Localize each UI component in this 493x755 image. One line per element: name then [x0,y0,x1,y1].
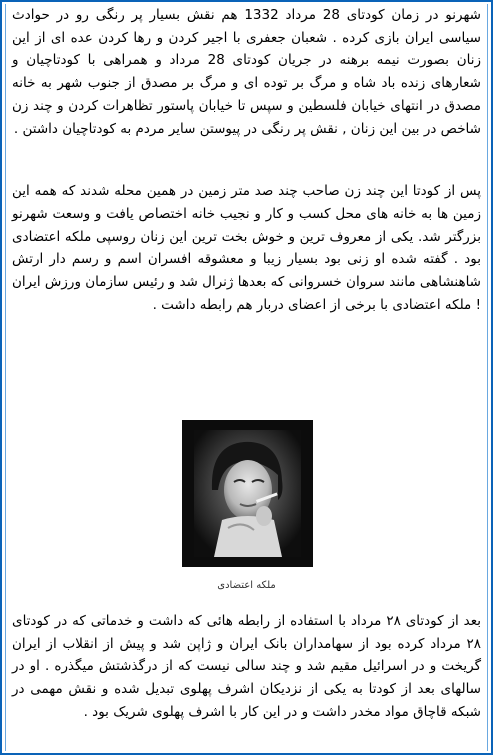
article-body [12,4,481,316]
portrait-image [182,420,313,567]
photo-block [2,420,491,590]
paragraph-3: بعد از کودتای ۲۸ مرداد با استفاده از رابطه هائی که داشت و خدماتی که در کودتای ۲۸ مرداد کرده بود از سهامداران بانک ایران و ژاپن شد و پیش از انقلاب از ایران گریخت و در اسرائیل مقیم شد و چند سالی نیست که از درگذشتش میگذره . او در سالهای بعد از کودتا به یکی از نزدیکان اشرف پهلوی تبدیل شده و نقش مهمی در شبکه قاچاق مواد مخدر داشت و در این کار با اشرف پهلوی شریک بود . [12,613,481,720]
photo-caption: ملکه اعتضادی [217,580,276,591]
paragraph-2: پس از کودتا این چند زن صاحب چند صد متر زمین در همین محله شدند که همه این زمین ها به خانه های محل کسب و کار و نجیب خانه اختصاص یافت و وسعت شهرنو بزرگتر شد. یکی از معروف ترین و خوش بخت ترین این زنان روسپی ملکه اعتضادی بود . گفته شده او زنی بود بسیار زیبا و معشوقه افسران اسم و رسم دار ارتش شاهنشاهی مانند سروان خسروانی که بعدها ژنرال شد و رئیس سازمان ورزش ایران ! ملکه اعتضادی با برخی از اعضای دربار هم رابطه داشت . [12,183,481,313]
portrait-photo [182,420,313,567]
article-body-continued [12,610,481,724]
paragraph-1: شهرنو در زمان کودتای 28 مرداد 1332 هم نقش بسیار پر رنگی رو در حوادث سیاسی ایران بازی کرده . شعبان جعفری با اجیر کردن و رها کردن عده ای از این زنان بصورت نیمه برهنه در جریان کودتای 28 مرداد و همراهی با کودتاچیان و شعارهای زنده باد شاه و مرگ بر توده ای و مرگ بر مصدق از جنوب شهر به خانه مصدق در انتهای خیابان فلسطین و سپس تا خیابان پاستور تظاهرات کردن و چند زن شاخص در بین این زنان , نقش پر رنگی در پیوستن سایر مردم به کودتاچیان داشتن . [12,7,481,137]
